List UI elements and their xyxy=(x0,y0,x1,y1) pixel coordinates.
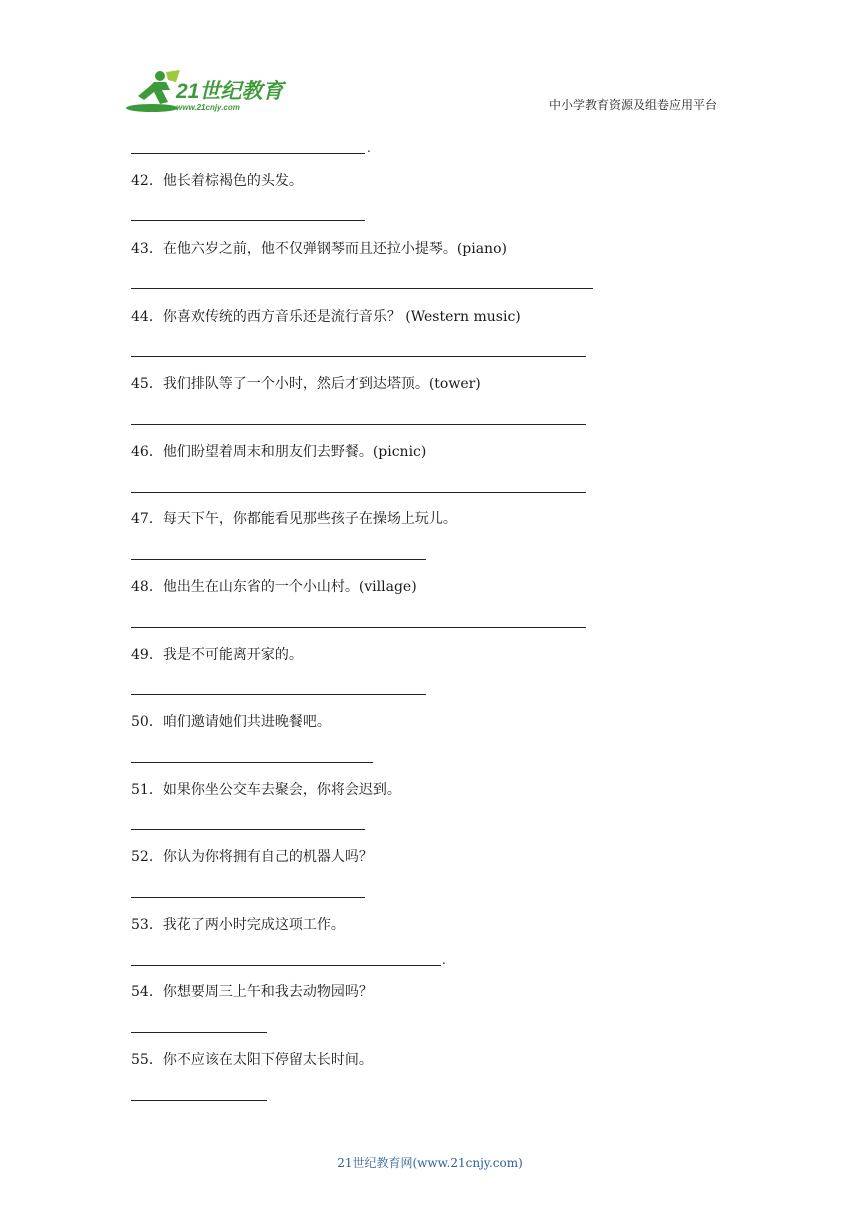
question-44: 44．你喜欢传统的西方音乐还是流行音乐？ (Western music) xyxy=(131,309,521,325)
question-54: 54．你想要周三上午和我去动物园吗？ xyxy=(131,984,373,1000)
page-header xyxy=(0,0,860,125)
answer-line xyxy=(131,356,586,357)
answer-line xyxy=(131,492,586,493)
answer-line xyxy=(131,153,365,154)
answer-line-period: . xyxy=(367,141,371,155)
answer-line xyxy=(131,762,373,763)
question-51: 51．如果你坐公交车去聚会，你将会迟到。 xyxy=(131,782,401,798)
answer-line xyxy=(131,288,593,289)
question-55: 55．你不应该在太阳下停留太长时间。 xyxy=(131,1052,373,1068)
answer-line xyxy=(131,220,365,221)
question-47: 47．每天下午，你都能看见那些孩子在操场上玩儿。 xyxy=(131,511,457,527)
logo xyxy=(124,68,294,116)
answer-line xyxy=(131,559,426,560)
question-46: 46．他们盼望着周末和朋友们去野餐。(picnic) xyxy=(131,444,427,460)
answer-line xyxy=(131,627,586,628)
header-tagline: 中小学教育资源及组卷应用平台 xyxy=(549,98,718,112)
answer-line xyxy=(131,829,365,830)
runner-logo-icon xyxy=(124,68,294,116)
question-52: 52．你认为你将拥有自己的机器人吗？ xyxy=(131,849,373,865)
answer-line xyxy=(131,965,441,966)
answer-line-period: . xyxy=(442,953,446,967)
logo-title: 21世纪教育 xyxy=(176,80,284,103)
answer-line xyxy=(131,694,426,695)
question-49: 49．我是不可能离开家的。 xyxy=(131,647,303,663)
answer-line xyxy=(131,1100,267,1101)
question-43: 43．在他六岁之前，他不仅弹钢琴而且还拉小提琴。(piano) xyxy=(131,241,507,257)
question-45: 45．我们排队等了一个小时，然后才到达塔顶。(tower) xyxy=(131,376,481,392)
page-footer: 21世纪教育网(www.21cnjy.com) xyxy=(337,1156,523,1170)
question-53: 53．我花了两小时完成这项工作。 xyxy=(131,917,345,933)
question-42: 42．他长着棕褐色的头发。 xyxy=(131,173,303,189)
logo-url: www.21cnjy.com xyxy=(176,103,240,112)
answer-line xyxy=(131,897,365,898)
question-48: 48．他出生在山东省的一个小山村。(village) xyxy=(131,579,417,595)
question-50: 50．咱们邀请她们共进晚餐吧。 xyxy=(131,714,331,730)
answer-line xyxy=(131,424,586,425)
answer-line xyxy=(131,1032,267,1033)
